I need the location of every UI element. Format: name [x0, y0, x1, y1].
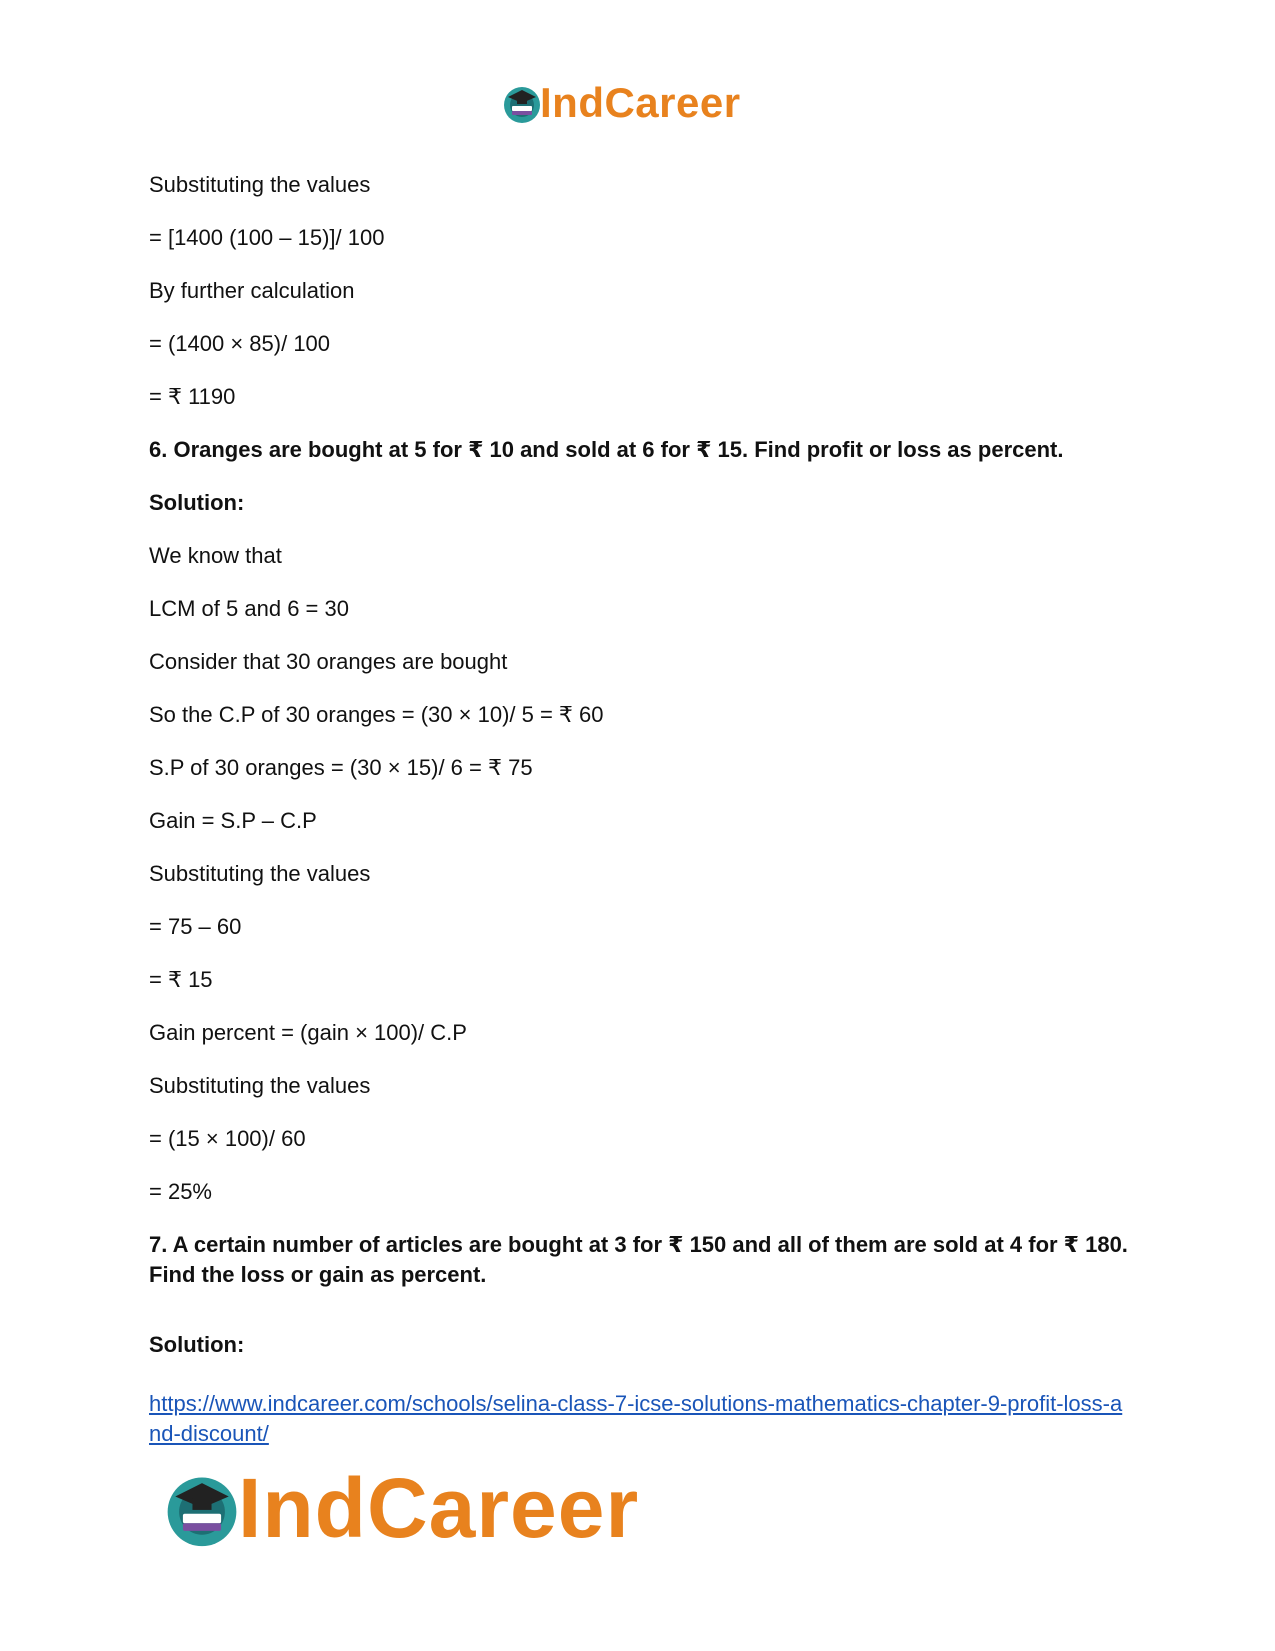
solution-step: Gain percent = (gain × 100)/ C.P: [149, 1020, 467, 1045]
solution-step: LCM of 5 and 6 = 30: [149, 596, 349, 621]
solution-step: = (15 × 100)/ 60: [149, 1126, 306, 1151]
solution-step: = 75 – 60: [149, 914, 242, 939]
footer-logo: [160, 1462, 639, 1554]
logo-wordmark: IndCareer: [238, 1461, 640, 1555]
text-line: Substituting the values: [149, 172, 371, 197]
solution-label: Solution:: [149, 1332, 245, 1357]
solution-step: We know that: [149, 543, 282, 568]
source-link[interactable]: https://www.indcareer.com/schools/selina-class-7-icse-solutions-mathematics-chapter-9-profit-loss-and-discount/: [149, 1391, 1123, 1446]
text-line: = (1400 × 85)/ 100: [149, 331, 331, 356]
solution-step: = 25%: [149, 1179, 212, 1204]
solution-step: Consider that 30 oranges are bought: [149, 649, 508, 674]
solution-step: So the C.P of 30 oranges = (30 × 10)/ 5 = ₹ 60: [149, 702, 604, 727]
solution-step: S.P of 30 oranges = (30 × 15)/ 6 = ₹ 75: [149, 755, 533, 780]
solution-step: = ₹ 15: [149, 967, 213, 992]
graduation-globe-icon: [500, 81, 544, 125]
solution-step: Gain = S.P – C.P: [149, 808, 317, 833]
logo-wordmark: IndCareer: [540, 79, 741, 126]
solution-step: Substituting the values: [149, 861, 371, 886]
question-6: 6. Oranges are bought at 5 for ₹ 10 and sold at 6 for ₹ 15. Find profit or loss as percent.: [149, 437, 1064, 462]
text-line: By further calculation: [149, 278, 355, 303]
question-7: 7. A certain number of articles are bought at 3 for ₹ 150 and all of them are sold at 4 for ₹ 180. Find the loss or gain as percent.: [149, 1232, 1128, 1287]
text-line: = ₹ 1190: [149, 384, 236, 409]
text-line: = [1400 (100 – 15)]/ 100: [149, 225, 385, 250]
solution-label: Solution:: [149, 490, 245, 515]
header-logo: [500, 78, 741, 128]
solution-step: Substituting the values: [149, 1073, 371, 1098]
graduation-globe-icon: [160, 1466, 244, 1550]
